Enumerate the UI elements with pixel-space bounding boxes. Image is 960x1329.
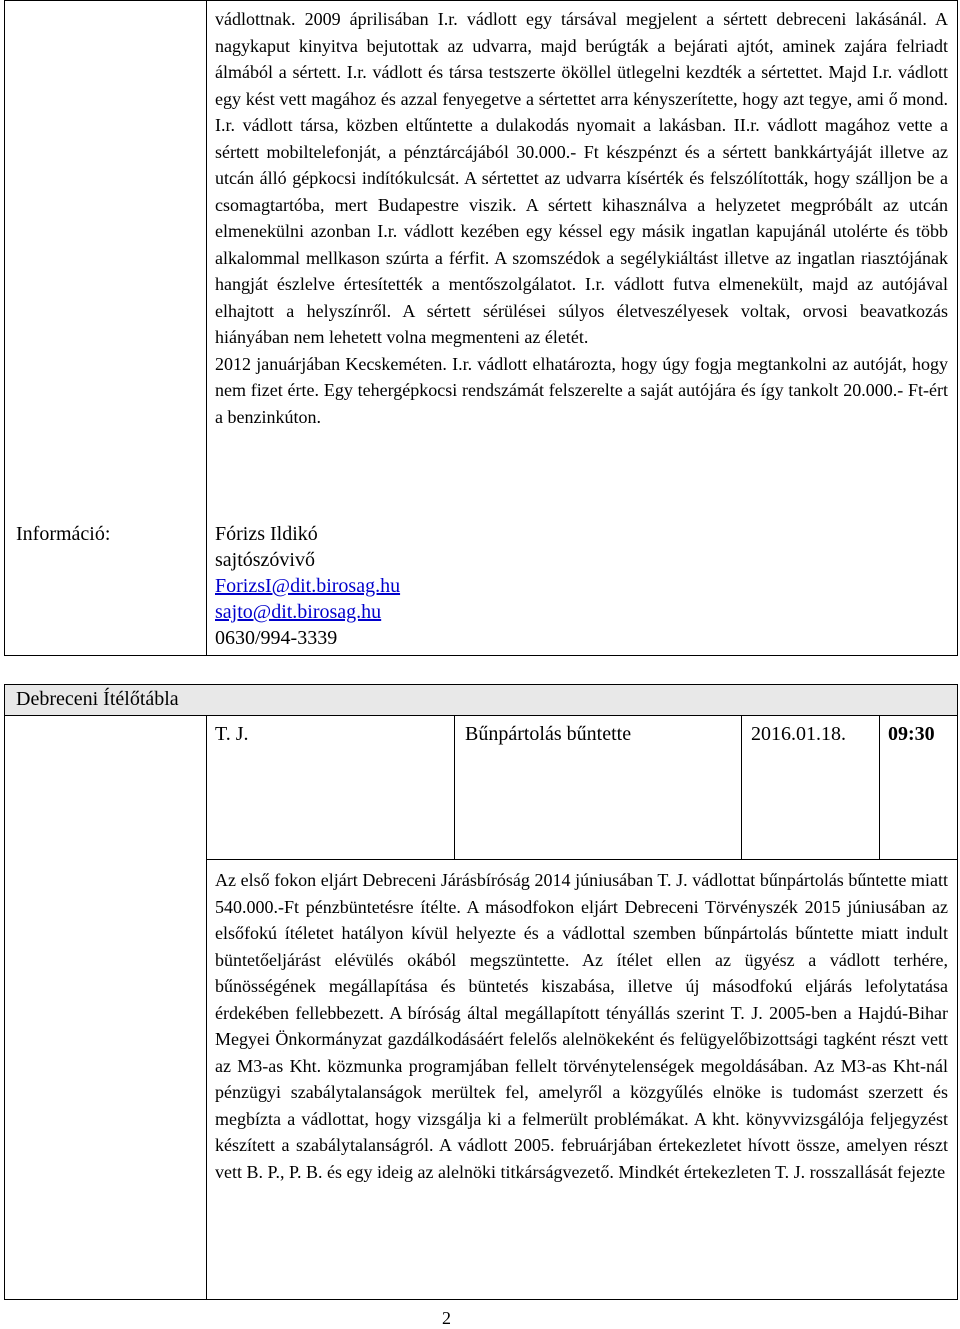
- info-label: Információ:: [16, 523, 111, 545]
- defendant-name: T. J.: [215, 723, 249, 745]
- press-contact: [215, 521, 400, 651]
- case1-right-cell: [206, 0, 958, 656]
- hearing-date: 2016.01.18.: [751, 723, 846, 745]
- section-header: [4, 684, 958, 716]
- case1-paragraph-1: vádlottnak. 2009 áprilisában I.r. vádlott egy társával megjelent a sértett debreceni lakásánál. A nagykaput kinyitva bejutottak az udvarra, majd berúgták a bejárati ajtót, aminek zajára felriadt álmából a sértett. I.r. vádlott és társa testszerte ököllel ütlegelni kezdték a sértettet. Majd I.r. vádlott egy kést vett magához és azzal fenyegetve a sértettet arra kényszerítette, hogy azt tegye, ami ő mond. I.r. vádlott társa, közben eltűntette a dulakodás nyomait a lakásban. II.r. vádlott magához vette a sértett mobiltelefonját, a pénztárcájából 30.000.- Ft készpénzt és a sértett bankkártyáját illetve az utcán álló gépkocsi indítókulcsát. A sértettet az udvarra kísérték és felszólították, hogy szálljon be a csomagtartóba, mert Budapestre viszik. A sértett kihasználva a helyzetet megpróbált az utcán elmenekülni azonban I.r. vádlott kezében egy késsel egy másik ingatlan kapujánál utolérte és több alkalommal mellkason szúrta a férfit. A szomszédok a segélykiáltást illetve az ingatlan riasztójának hangját észlelve értesítették a mentőszolgálatot. I.r. vádlott futva elmenekült, majd az autójával elhajtott a helyszínről. A sértett sérülései súlyos életveszélyesek voltak, orvosi beavatkozás hiányában nem lehetett volna megmenteni az életét.: [215, 9, 948, 347]
- case2-narrative-cell: [206, 859, 958, 1300]
- case1-paragraph-2: 2012 januárjában Kecskeméten. I.r. vádlott elhatározta, hogy úgy fogja megtankolni az autóját, hogy nem fizet érte. Egy tehergépkocsi rendszámát felszerelte a saját autójára és így tankolt 20.000.- Ft-ért a benzinkúton.: [215, 353, 948, 427]
- case2-crime-cell: [454, 715, 742, 860]
- crime-name: Bűnpártolás bűntette: [465, 723, 632, 745]
- contact-email-1[interactable]: ForizsI@dit.birosag.hu: [215, 575, 401, 597]
- contact-email-2[interactable]: sajto@dit.birosag.hu: [215, 601, 382, 623]
- case1-left-cell: [4, 0, 207, 656]
- case2-time-cell: [879, 715, 958, 860]
- case2-defendant-cell: [206, 715, 455, 860]
- case1-narrative: [215, 6, 948, 430]
- case2-narrative: Az első fokon eljárt Debreceni Járásbíróság 2014 júniusában T. J. vádlottat bűnpártolás bűntette miatt 540.000.-Ft pénzbüntetésre ítélte. A másodfokon eljárt Debreceni Törvényszék 2015 júniusában az elsőfokú ítéletet hatályon kívül helyezte és a vádlottal szemben bűnpártolás bűntette miatt indult büntetőeljárást elévülés okából megszüntette. Az ítélet ellen az ügyész a vádlott terhére, bűnösségének megállapítása és büntetés kiszabása, illetve új másodfokú eljárás lefolytatása érdekében fellebbezett. A bíróság által megállapított tényállás szerint T. J. 2005-ben a Hajdú-Bihar Megyei Önkormányzat gazdálkodásáért felelős alelnökeként és felügyelőbizottsági tagként részt vett az M3-as Kht. közmunka programjában fellelt törvénytelenségek megoldásában. Az M3-as Kht-nál pénzügyi szabálytalanságok merültek fel, amelyről a közgyűlés elnöke is tudomást szerzett és megbízta a vádlottat, hogy vizsgálja ki a felmerült problémákat. A kht. könyvvizsgálója feljegyzést készített a szabálytalanságról. A vádlott 2005. februárjában értekezletet hívott össze, amelyen részt vett B. P., P. B. és egy ideig az alelnöki titkárságvezető. Mindkét értekezleten T. J. rosszallását fejezte: [215, 870, 948, 1182]
- hearing-time: 09:30: [888, 723, 935, 745]
- contact-name: Fórizs Ildikó: [215, 523, 318, 545]
- case2-left-cell: [4, 715, 207, 1300]
- contact-phone: 0630/994-3339: [215, 627, 338, 649]
- case2-date-cell: [741, 715, 880, 860]
- page-number: 2: [442, 1308, 451, 1328]
- contact-role: sajtószóvivő: [215, 549, 315, 571]
- section-title: Debreceni Ítélőtábla: [16, 688, 179, 710]
